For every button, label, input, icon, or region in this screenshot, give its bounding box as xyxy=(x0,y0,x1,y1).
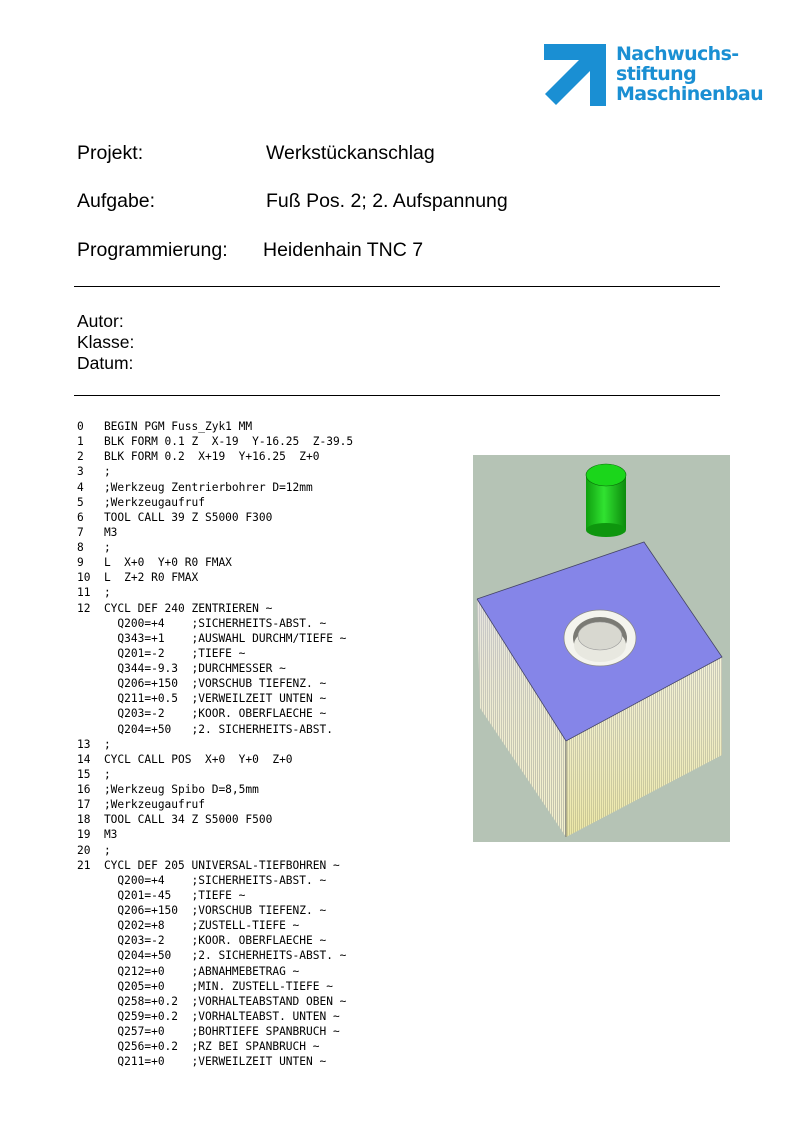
autor-label: Autor: xyxy=(77,311,124,331)
aufgabe-label: Aufgabe: xyxy=(77,190,156,212)
program-line: Q206=+150 ;VORSCHUB TIEFENZ. ~ xyxy=(77,904,327,917)
program-line: Q256=+0.2 ;RZ BEI SPANBRUCH ~ xyxy=(77,1040,320,1054)
program-line: Q211=+0 ;VERWEILZEIT UNTEN ~ xyxy=(77,1055,327,1069)
nc-program-listing xyxy=(77,419,353,1069)
programmierung-label: Programmierung: xyxy=(77,239,228,261)
arrow-logo-icon xyxy=(544,44,606,106)
program-line: 5 ;Werkzeugaufruf xyxy=(77,495,205,509)
aufgabe-value: Fuß Pos. 2; 2. Aufspannung xyxy=(266,190,508,212)
logo-wordmark xyxy=(616,44,763,104)
program-line: Q206=+150 ;VORSCHUB TIEFENZ. ~ xyxy=(77,677,327,691)
divider-top xyxy=(74,286,720,287)
program-line: 16 ;Werkzeug Spibo D=8,5mm xyxy=(77,783,259,796)
program-line: 17 ;Werkzeugaufruf xyxy=(77,798,205,812)
program-line: 1 BLK FORM 0.1 Z X-19 Y-16.25 Z-39.5 xyxy=(77,435,354,449)
logo-line-3: Maschinenbau xyxy=(616,83,764,105)
program-line: Q204=+50 ;2. SICHERHEITS-ABST. ~ xyxy=(77,949,347,963)
program-line: 10 L Z+2 R0 FMAX xyxy=(77,571,199,585)
drilled-hole xyxy=(564,610,636,666)
program-line: 18 TOOL CALL 34 Z S5000 F500 xyxy=(77,813,273,827)
programmierung-value: Heidenhain TNC 7 xyxy=(263,239,424,261)
program-line: 4 ;Werkzeug Zentrierbohrer D=12mm xyxy=(77,480,313,494)
program-line: 14 CYCL CALL POS X+0 Y+0 Z+0 xyxy=(77,752,293,766)
projekt-value: Werkstückanschlag xyxy=(266,142,435,164)
program-line: 13 ; xyxy=(77,737,111,751)
program-line: Q344=-9.3 ;DURCHMESSER ~ xyxy=(77,662,286,675)
nachwuchsstiftung-logo xyxy=(544,44,764,108)
program-line: Q205=+0 ;MIN. ZUSTELL-TIEFE ~ xyxy=(77,979,333,993)
program-line: Q201=-2 ;TIEFE ~ xyxy=(77,646,246,660)
program-line: 12 CYCL DEF 240 ZENTRIEREN ~ xyxy=(77,601,273,615)
program-line: Q203=-2 ;KOOR. OBERFLAECHE ~ xyxy=(77,934,327,948)
divider-bottom xyxy=(74,395,720,396)
logo-line-1: Nachwuchs- xyxy=(616,43,739,65)
program-line: 7 M3 xyxy=(77,525,118,539)
program-line: Q212=+0 ;ABNAHMEBETRAG ~ xyxy=(77,964,300,978)
program-line: Q201=-45 ;TIEFE ~ xyxy=(77,888,246,902)
program-line: Q200=+4 ;SICHERHEITS-ABST. ~ xyxy=(77,616,327,630)
program-line: Q259=+0.2 ;VORHALTEABST. UNTEN ~ xyxy=(77,1009,340,1023)
drill-tool xyxy=(586,464,626,537)
program-line: 19 M3 xyxy=(77,828,118,842)
program-line: 21 CYCL DEF 205 UNIVERSAL-TIEFBOHREN ~ xyxy=(77,858,340,872)
program-line: 15 ; xyxy=(77,767,111,781)
program-line: 6 TOOL CALL 39 Z S5000 F300 xyxy=(77,510,273,524)
program-line: Q257=+0 ;BOHRTIEFE SPANBRUCH ~ xyxy=(77,1025,340,1038)
program-line: 11 ; xyxy=(77,586,111,600)
workpiece-3d-render xyxy=(473,455,730,842)
program-line: 20 ; xyxy=(77,843,111,857)
program-line: 0 BEGIN PGM Fuss_Zyk1 MM xyxy=(77,420,253,433)
program-line: Q204=+50 ;2. SICHERHEITS-ABST. xyxy=(77,722,333,736)
logo-line-2: stiftung xyxy=(616,63,697,85)
program-line: Q343=+1 ;AUSWAHL DURCHM/TIEFE ~ xyxy=(77,631,347,645)
program-line: Q211=+0.5 ;VERWEILZEIT UNTEN ~ xyxy=(77,692,327,706)
projekt-label: Projekt: xyxy=(77,142,144,164)
program-line: Q200=+4 ;SICHERHEITS-ABST. ~ xyxy=(77,873,327,887)
program-line: 8 ; xyxy=(77,541,111,554)
program-line: 2 BLK FORM 0.2 X+19 Y+16.25 Z+0 xyxy=(77,450,320,464)
datum-label: Datum: xyxy=(77,353,134,373)
program-line: Q258=+0.2 ;VORHALTEABSTAND OBEN ~ xyxy=(77,994,347,1008)
program-line: Q203=-2 ;KOOR. OBERFLAECHE ~ xyxy=(77,707,327,721)
program-line: Q202=+8 ;ZUSTELL-TIEFE ~ xyxy=(77,919,300,933)
klasse-label: Klasse: xyxy=(77,332,135,352)
program-line: 3 ; xyxy=(77,465,111,479)
program-line: 9 L X+0 Y+0 R0 FMAX xyxy=(77,556,232,570)
